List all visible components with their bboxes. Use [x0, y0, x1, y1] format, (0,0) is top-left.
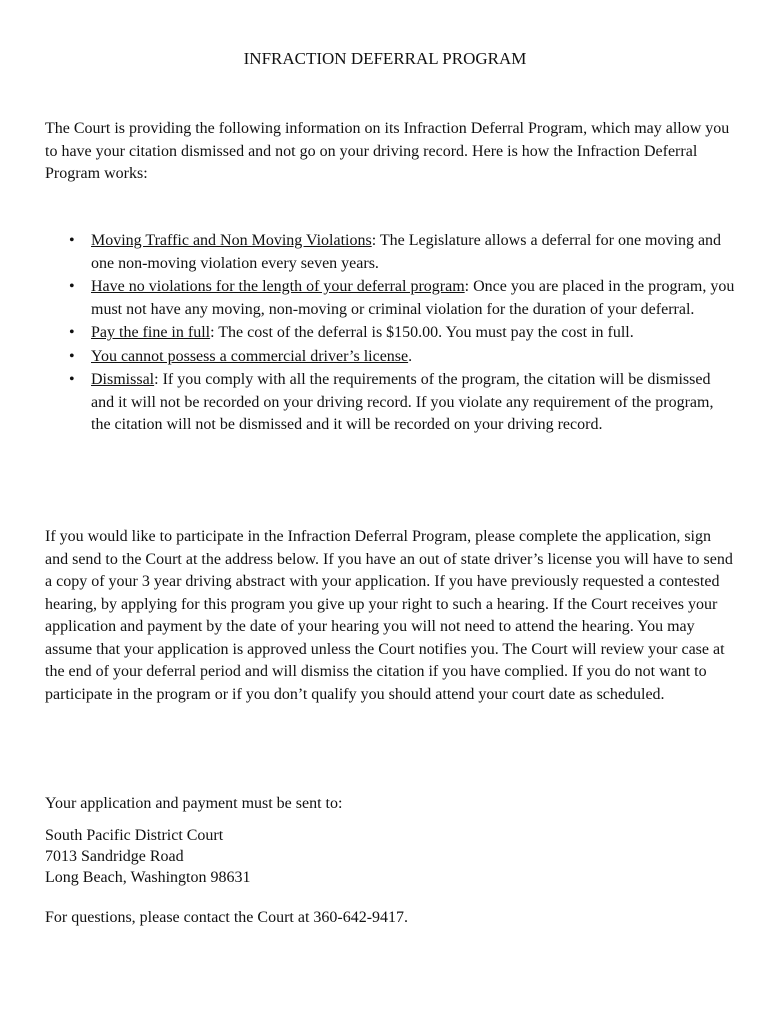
list-item-heading: Have no violations for the length of your deferral program: [91, 278, 465, 295]
list-item: [45, 230, 735, 275]
list-item-text: .: [408, 347, 413, 365]
bullet-icon: •: [69, 278, 75, 295]
contact-line: For questions, please contact the Court at 360-642-9417.: [45, 909, 409, 926]
page-title: INFRACTION DEFERRAL PROGRAM: [243, 49, 527, 68]
list-item-heading: You cannot possess a commercial driver’s license: [91, 347, 409, 365]
address-city: Long Beach, Washington 98631: [45, 869, 251, 886]
court-address: [45, 825, 251, 888]
participation-paragraph: If you would like to participate in the Infraction Deferral Program, please complete the application, sign and send to the Court at the address below. If you have an out of state driver’s license you will have to send a copy of your 3 year driving abstract with your application. If you have previously requested a contested hearing, by applying for this program you give up your right to such a hearing. If the Court receives your application and payment by the date of your hearing you will not need to attend the hearing. You may assume that your application is approved unless the Court notifies you. The Court will review your case at the end of your deferral period and will dismiss the citation if you have complied. If you do not want to participate in the program or if you don’t qualify you should attend your court date as scheduled.: [45, 528, 733, 703]
list-item-text: : Once you are placed in the program, you must not have any moving, non-moving or criminal violation for the duration of your deferral.: [91, 278, 735, 318]
bullet-icon: •: [69, 347, 75, 365]
list-item-heading: Moving Traffic and Non Moving Violations: [91, 232, 372, 249]
bullet-icon: •: [69, 232, 75, 249]
send-to-label: Your application and payment must be sent to:: [45, 795, 343, 812]
list-item: [45, 276, 735, 321]
list-item-text: : If you comply with all the requirements of the program, the citation will be dismissed and it will not be recorded on your driving record. If you violate any requirement of the program, the citation will not be dismissed and it will be recorded on your driving record.: [91, 371, 714, 433]
list-item-text: : The Legislature allows a deferral for one moving and one non-moving violation every seven years.: [91, 232, 722, 272]
program-rules-list: [45, 230, 735, 438]
bullet-icon: •: [69, 371, 75, 388]
intro-paragraph: The Court is providing the following information on its Infraction Deferral Program, which may allow you to have your citation dismissed and not go on your driving record. Here is how the Infraction Deferral Program works:: [45, 120, 730, 182]
list-item: [45, 346, 735, 369]
list-item: [45, 369, 735, 437]
list-item-text: : The cost of the deferral is $150.00. You must pay the cost in full.: [210, 324, 634, 341]
address-street: 7013 Sandridge Road: [45, 848, 184, 865]
list-item: [45, 322, 735, 345]
bullet-icon: •: [69, 324, 75, 341]
address-name: South Pacific District Court: [45, 827, 224, 844]
list-item-heading: Dismissal: [91, 371, 155, 388]
list-item-heading: Pay the fine in full: [91, 324, 211, 341]
